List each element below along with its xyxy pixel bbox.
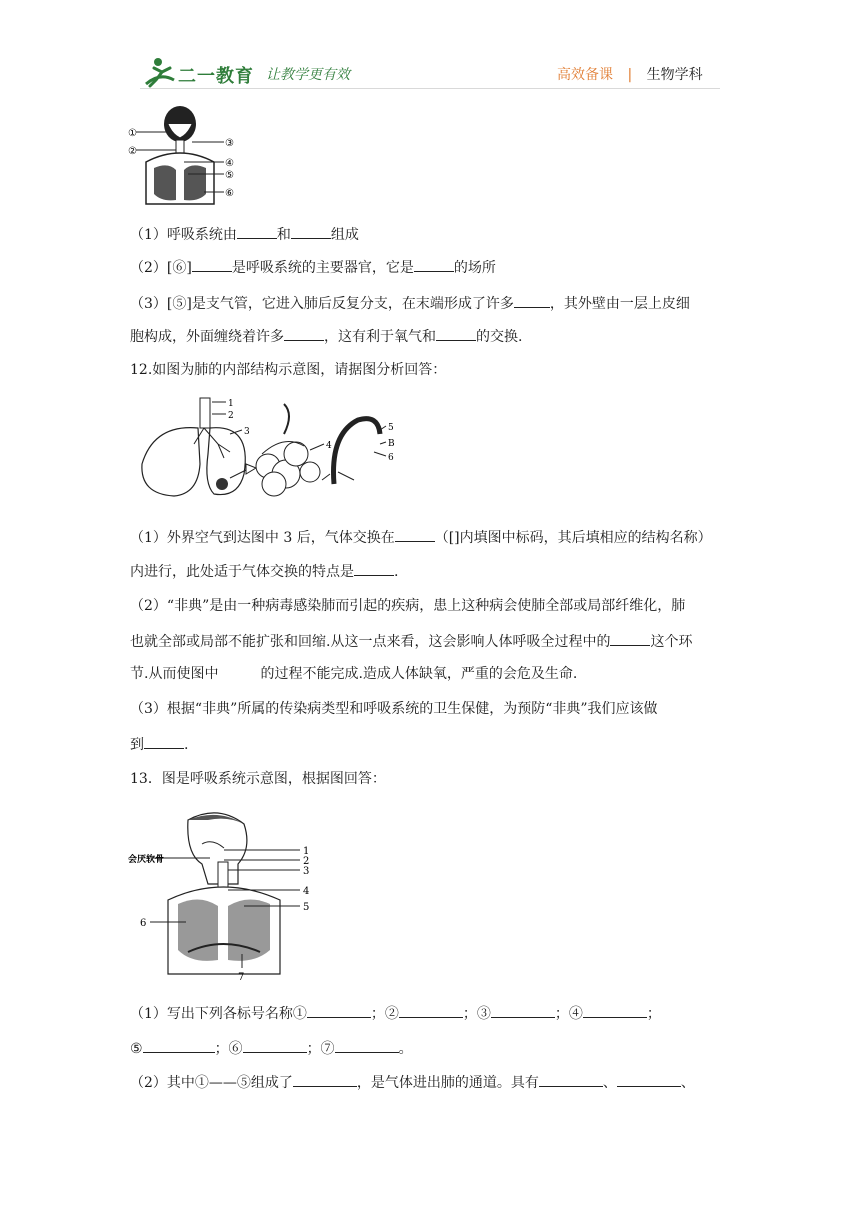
answer-blank[interactable] [399,1003,463,1018]
answer-blank[interactable] [436,326,476,341]
header-divider [140,88,720,89]
text: 到 [130,737,144,753]
header-right-label: 生物学科 [646,67,703,83]
fig2-label: B [388,439,395,449]
text: （2）其中①——⑤组成了 [130,1075,293,1091]
q13-part1-cont [130,1038,413,1059]
text: ；⑦ [306,1041,335,1057]
answer-blank[interactable] [491,1003,555,1018]
answer-blank[interactable] [335,1038,399,1053]
fig3-label: 2 [303,856,310,867]
text: . [394,564,399,580]
text: 内进行，此处适于气体交换的特点是 [130,564,354,580]
fig2-label: 6 [388,453,394,463]
text: 是呼吸系统的主要器官，它是 [231,260,414,276]
lung-internal-structure-figure [134,394,418,506]
fig3-label: 6 [140,918,147,929]
q12-part2-cont2 [130,664,577,684]
text: ；② [370,1006,399,1022]
answer-blank[interactable] [307,1003,371,1018]
q13-title: 13．图是呼吸系统示意图，根据图回答： [130,771,386,787]
text: （1）外界空气到达图中 3 后，气体交换在 [130,530,395,546]
fig2-label: 3 [244,427,250,437]
fig2-label: 2 [228,411,234,421]
text: ，是气体进出肺的通道。具有 [356,1075,539,1091]
answer-blank[interactable] [617,1072,681,1087]
q11-part1 [130,224,359,245]
q12-part3: （3）根据“非典”所属的传染病类型和呼吸系统的卫生保健，为预防“非典”我们应该做 [130,701,658,717]
answer-blank[interactable] [192,257,232,272]
q12-part1 [130,527,712,548]
header-subject [557,64,703,84]
text: ；③ [462,1006,491,1022]
q12-part2-cont [130,631,692,652]
answer-blank[interactable] [237,224,277,239]
answer-blank[interactable] [144,734,184,749]
answer-blank[interactable] [514,293,550,308]
slogan: 让教学更有效 [266,67,350,83]
answer-blank[interactable] [539,1072,603,1087]
q12-part1-cont [130,561,398,582]
text: 组成 [330,227,359,243]
q12-part3-cont [130,734,188,755]
answer-blank[interactable] [354,561,394,576]
respiratory-system-figure-1 [128,104,238,212]
text: （1）写出下列各标号名称① [130,1006,307,1022]
q12-part2: （2）“非典”是由一种病毒感染肺而引起的疾病，患上这种病会使肺全部或局部纤维化，肺 [130,598,686,614]
text: （[]内填图中标码，其后填相应的结构名称） [434,530,712,546]
fig3-label: 1 [303,846,310,857]
text: 、 [602,1075,617,1091]
fig3-label: 4 [303,886,310,897]
fig3-label: 3 [303,866,310,877]
q11-part3-cont [130,326,522,347]
header-left-label: 高效备课 [557,67,613,83]
fig1-label: ⑤ [225,170,234,181]
text: 胞构成，外面缠绕着许多 [130,329,284,345]
text: 、 [680,1075,695,1091]
text: 的交换. [476,329,523,345]
q13-part2 [130,1072,695,1093]
text: 这个环 [650,634,693,650]
text: ，其外壁由一层上皮细 [549,296,690,312]
fig2-label: 1 [228,399,234,409]
respiratory-system-figure-2 [128,804,324,984]
text: 的场所 [453,260,496,276]
fig2-label: 4 [326,441,332,451]
answer-blank[interactable] [293,1072,357,1087]
text: ⑤ [130,1041,143,1057]
answer-blank[interactable] [414,257,454,272]
fig1-label: ④ [225,158,234,169]
text: ；④ [554,1006,583,1022]
fig1-label: ⑥ [225,188,234,199]
answer-blank[interactable] [284,326,324,341]
text: ；⑥ [214,1041,243,1057]
text: （2）[⑥] [130,260,192,276]
text: 节.从而使图中 [130,666,219,682]
fig1-label: ② [128,146,137,157]
fig3-epiglottis-label: 会厌软骨 [128,855,165,865]
answer-blank[interactable] [395,527,435,542]
header-separator: | [627,67,633,83]
text: 和 [276,227,291,243]
text: （1）呼吸系统由 [130,227,237,243]
q11-part2 [130,257,496,278]
answer-blank[interactable] [610,631,650,646]
fig1-label: ③ [225,138,234,149]
answer-blank[interactable] [291,224,331,239]
text: ，这有利于氧气和 [324,329,436,345]
text: . [184,737,189,753]
text: ； [646,1006,661,1022]
page-header [0,0,860,96]
fig2-label: 5 [388,423,394,433]
logo-text: 二一教育 [178,66,254,87]
q13-part1 [130,1003,661,1024]
text: 。 [398,1041,413,1057]
answer-blank[interactable] [143,1038,215,1053]
answer-blank[interactable] [583,1003,647,1018]
fig3-label: 7 [238,972,245,983]
text: 的过程不能完成.造成人体缺氧，严重的会危及生命. [260,666,578,682]
text: （3）[⑤]是支气管，它进入肺后反复分支，在末端形成了许多 [130,296,514,312]
q12-title: 12.如图为肺的内部结构示意图，请据图分析回答： [130,362,447,378]
text: 也就全部或局部不能扩张和回缩.从这一点来看，这会影响人体呼吸全过程中的 [130,634,611,650]
fig3-label: 5 [303,902,310,913]
q11-part3 [130,293,690,314]
answer-blank[interactable] [243,1038,307,1053]
fig1-label: ① [128,128,137,139]
